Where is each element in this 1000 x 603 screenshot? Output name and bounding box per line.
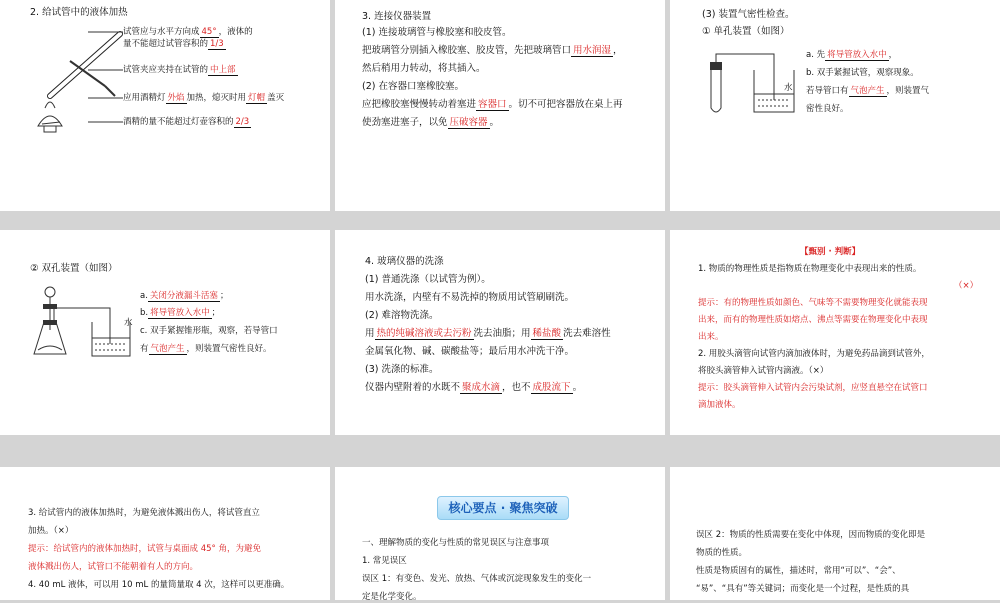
tip-line: 滴加液体。 [698, 400, 741, 410]
text-line: (1) 普通洗涤（以试管为例）。 [365, 274, 491, 285]
slide-glassware-washing [335, 230, 665, 435]
slide-heating-liquid [0, 0, 330, 211]
text-line: 用 热的纯碱溶液或去污粉 洗去油脂；用 稀盐酸 洗去难溶性 [365, 328, 611, 339]
result-line: 有 气泡产生 ，则装置气密性良好。 [140, 344, 272, 354]
text-line: (2) 在容器口塞橡胶塞。 [362, 81, 464, 92]
tip-line: 出来，而有的物理性质如熔点、沸点等需要在物理变化中表现 [698, 315, 928, 325]
slide-title: 4. 玻璃仪器的洗涤 [365, 256, 444, 267]
flame-note: 应用酒精灯 外焰 加热，熄灭时用 灯帽 盖灭 [123, 93, 285, 103]
slide-title: 3. 连接仪器装置 [362, 11, 432, 22]
text-line: 定是化学变化。 [362, 592, 422, 602]
text-line: (2) 难溶物洗涤。 [365, 310, 439, 321]
text-line: (1) 连接玻璃管与橡胶塞和胶皮管。 [362, 27, 512, 38]
step-a: a. 关闭分液漏斗活塞 ； [140, 291, 229, 301]
step-a: a. 先 将导管放入水中 ， [806, 50, 898, 60]
slide-title: 【甄别 · 判断】 [800, 247, 861, 257]
text-line: 把玻璃管分别插入橡胶塞、胶皮管，先把玻璃管口 用水润湿 ， [362, 45, 623, 56]
slide-title: ② 双孔装置（如图） [30, 263, 118, 274]
question-3: 3. 给试管内的液体加热时，为避免液体溅出伤人，将试管直立 [28, 508, 260, 518]
question-2-cont: 将胶头滴管伸入试管内滴液。（×） [698, 366, 829, 376]
question-4: 4. 40 mL 液体，可以用 10 mL 的量筒量取 4 次，这样可以更准确。 [28, 580, 290, 590]
text-line: 用水洗涤，内壁有不易洗掉的物质用试管刷刷洗。 [365, 292, 575, 303]
text-line: “易”、“具有”等关键词；而变化是一个过程，是性质的具 [696, 584, 910, 594]
question-3-cont: 加热。（×） [28, 526, 74, 536]
section-heading: 一、理解物质的变化与性质的常见误区与注意事项 [362, 538, 550, 548]
tip-line: 液体溅出伤人，试管口不能朝着有人的方向。 [28, 562, 199, 572]
text-line: 误区 1：有变色、发光、放热、气体或沉淀现象发生的变化一 [362, 574, 592, 584]
water-label: 水 [784, 83, 793, 93]
text-line: 应把橡胶塞慢慢转动着塞进 容器口 。切不可把容器放在桌上再 [362, 99, 623, 110]
question-1: 1. 物质的物理性质是指物质在物理变化中表现出来的性质。 [698, 264, 922, 274]
volume-note: 量不能超过试管容积的 1/3 [123, 39, 224, 49]
slide-misconceptions [670, 467, 1000, 600]
step-c: c. 双手紧握锥形瓶，观察，若导管口 [140, 326, 278, 336]
question-2: 2. 用胶头滴管向试管内滴加液体时，为避免药品滴到试管外， [698, 349, 930, 359]
tip-line: 出来。 [698, 332, 724, 342]
water-label: 水 [124, 318, 133, 328]
clamp-note: 试管夹应夹持在试管的 中上部 [123, 65, 236, 75]
slide-title: (3) 装置气密性检查。 [702, 9, 795, 20]
step-b: b. 双手紧握试管，观察现象。 [806, 68, 919, 78]
text-line: 金属氧化物、碱、碳酸盐等；最后用水冲洗干净。 [365, 346, 575, 357]
text-line: 物质的性质。 [696, 548, 748, 558]
text-line: 使劲塞进塞子，以免 压破容器 。 [362, 117, 500, 128]
tip-line: 提示：胶头滴管伸入试管内会污染试剂，应竖直悬空在试管口 [698, 383, 928, 393]
slide-airtightness-single [670, 0, 1000, 211]
angle-note: 试管应与水平方向成 45° ，液体的 [123, 27, 253, 37]
alcohol-note: 酒精的量不能超过灯壶容积的 2/3 [123, 117, 250, 127]
slide-airtightness-double [0, 230, 330, 435]
tip-line: 提示：有的物理性质如颜色、气味等不需要物理变化就能表现 [698, 298, 928, 308]
text-line: (3) 洗涤的标准。 [365, 364, 439, 375]
result-line: 密性良好。 [806, 104, 849, 114]
answer-mark: （×） [954, 281, 979, 291]
result-line: 若导管口有 气泡产生 ，则装置气 [806, 86, 930, 96]
step-b: b. 将导管放入水中 ； [140, 308, 221, 318]
slide-title: 2. 给试管中的液体加热 [30, 7, 128, 18]
text-line: 仪器内壁附着的水既不 聚成水滴 ，也不 成股流下 。 [365, 382, 583, 393]
text-line: 性质是物质固有的属性，描述时，常用“可以”、“会”、 [696, 566, 901, 576]
text-line: 误区 2：物质的性质需要在变化中体现，因而物质的变化即是 [696, 530, 926, 540]
slide-connect-apparatus [335, 0, 665, 211]
section-banner: 核心要点 · 聚焦突破 [437, 496, 569, 520]
slide-judgement [670, 230, 1000, 435]
text-line: 然后稍用力转动，将其插入。 [362, 63, 486, 74]
slide-judgement-cont [0, 467, 330, 600]
subtitle: ① 单孔装置（如图） [702, 26, 790, 37]
tip-line: 提示：给试管内的液体加热时，试管与桌面成 45° 角，为避免 [28, 544, 261, 554]
subheading: 1. 常见误区 [362, 556, 407, 566]
pointer-lines [88, 26, 128, 126]
